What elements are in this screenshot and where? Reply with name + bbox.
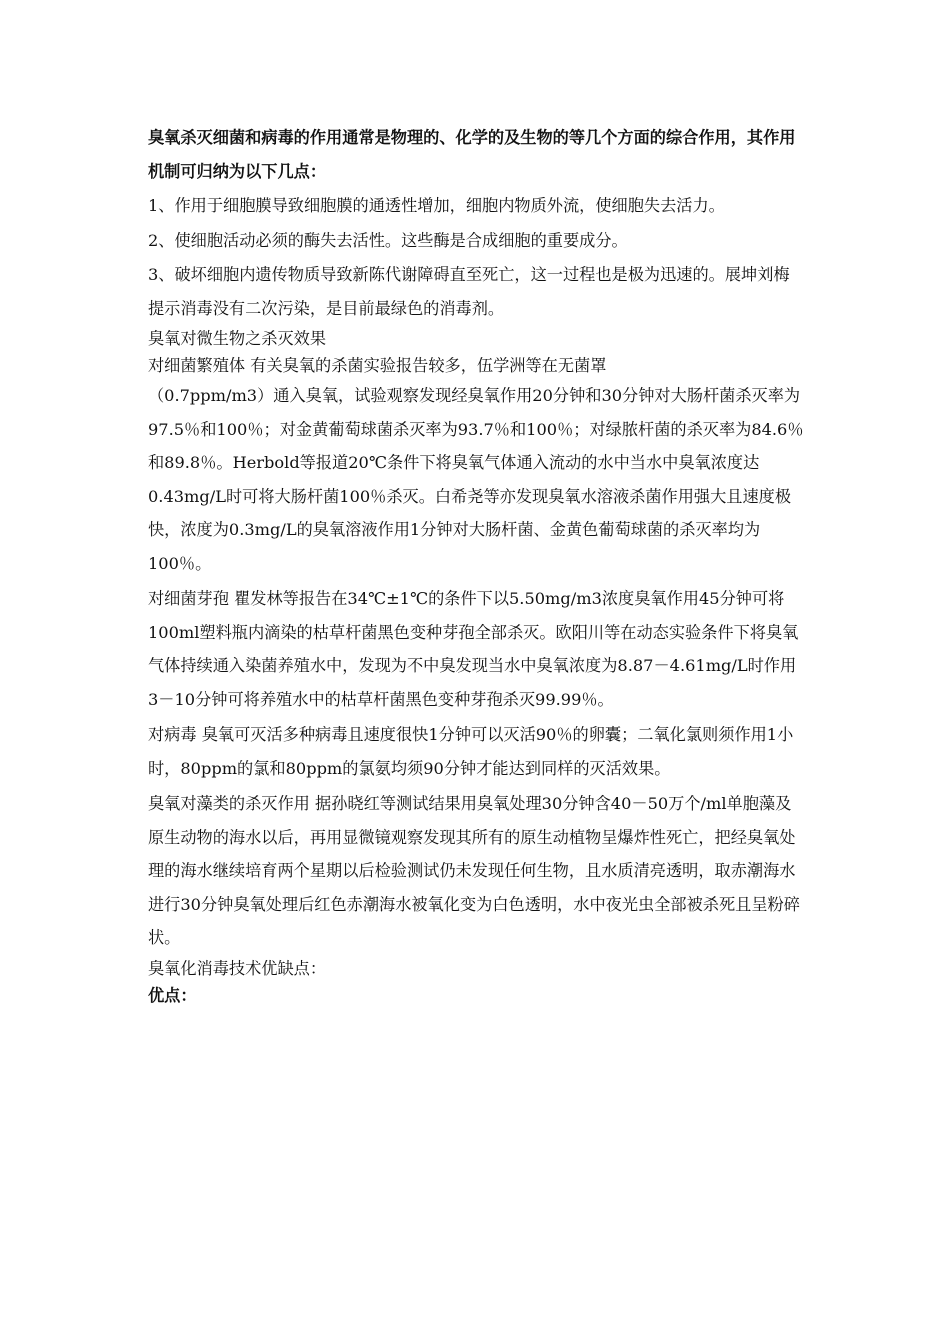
bacteria-propagules-lead: 对细菌繁殖体 有关臭氧的杀菌实验报告较多，伍学洲等在无菌罩	[148, 356, 607, 375]
mechanism-point-1: 1、作用于细胞膜导致细胞膜的通透性增加，细胞内物质外流，使细胞失去活力。	[148, 196, 725, 215]
bacteria-spores-paragraph: 对细菌芽孢 瞿发林等报告在34℃±1℃的条件下以5.50mg/m3浓度臭氧作用45分钟可将100ml塑料瓶内滴染的枯草杆菌黑色变种芽孢全部杀灭。欧阳川等在动态实验条件下将臭氧气体持续通入染菌养殖水中，发现为不中臭发现当水中臭氧浓度为8.87－4.61mg/L时作用3－10分钟可将养殖水中的枯草杆菌黑色变种芽孢杀灭99.99％。	[148, 589, 799, 709]
section-heading-effect: 臭氧对微生物之杀灭效果	[148, 329, 327, 348]
mechanism-point-3: 3、破坏细胞内遗传物质导致新陈代谢障碍直至死亡，这一过程也是极为迅速的。展坤刘梅提示消毒没有二次污染，是目前最绿色的消毒剂。	[148, 265, 790, 318]
mechanism-point-2: 2、使细胞活动必须的酶失去活性。这些酶是合成细胞的重要成分。	[148, 230, 628, 250]
algae-paragraph: 臭氧对藻类的杀灭作用 据孙晓红等测试结果用臭氧处理30分钟含40－50万个/ml单胞藻及原生动物的海水以后，再用显微镜观察发现其所有的原生动植物呈爆炸性死亡，把经臭氧处理的海水继续培育两个星期以后检验测试仍未发现任何生物，且水质清亮透明，取赤潮海水进行30分钟臭氧处理后红色赤潮海水被氧化变为白色透明，水中夜光虫全部被杀死且呈粉碎状。	[148, 794, 800, 947]
section-heading-pros-cons: 臭氧化消毒技术优缺点：	[148, 958, 327, 978]
section-heading-pros: 优点：	[148, 985, 197, 1005]
document-body	[148, 121, 804, 1009]
bacteria-propagules-paragraph: （0.7ppm/m3）通入臭氧，试验观察发现经臭氧作用20分钟和30分钟对大肠杆菌杀灭率为97.5％和100％；对金黄葡萄球菌杀灭率为93.7％和100％；对绿脓杆菌的杀灭率为84.6％和89.8％。Herbold等报道20℃条件下将臭氧气体通入流动的水中当水中臭氧浓度达0.43mg/L时可将大肠杆菌100％杀灭。白希尧等亦发现臭氧水溶液杀菌作用强大且速度极快，浓度为0.3mg/L的臭氧溶液作用1分钟对大肠杆菌、金黄色葡萄球菌的杀灭率均为100％。	[148, 386, 804, 573]
intro-paragraph: 臭氧杀灭细菌和病毒的作用通常是物理的、化学的及生物的等几个方面的综合作用，其作用机制可归纳为以下几点：	[148, 128, 796, 181]
viruses-paragraph: 对病毒 臭氧可灭活多种病毒且速度很快1分钟可以灭活90％的卵囊；二氧化氯则须作用1小时，80ppm的氯和80ppm的氯氨均须90分钟才能达到同样的灭活效果。	[148, 725, 794, 778]
